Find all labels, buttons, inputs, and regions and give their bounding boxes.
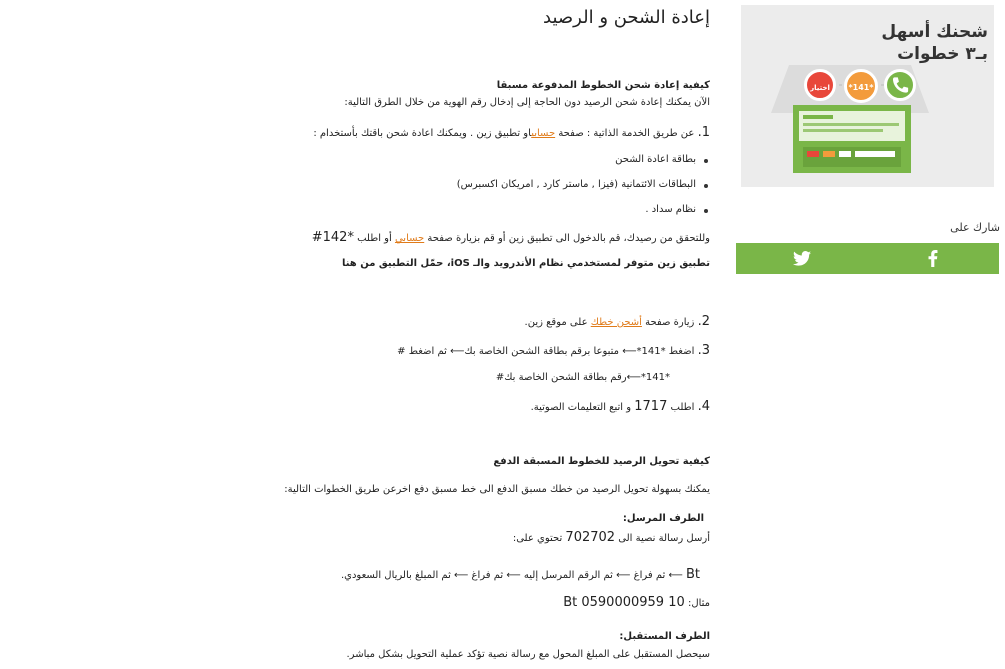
- promo-step-1: اختيار: [804, 69, 836, 101]
- method-4-text: اطلب: [667, 402, 695, 413]
- sender-label: الطرف المرسل:: [622, 513, 704, 524]
- example-value: Bt 0590000959 10: [563, 595, 685, 610]
- promo-title-line2: بـ٣ خطوات: [897, 44, 988, 64]
- page-title: إعادة الشحن و الرصيد: [543, 7, 710, 28]
- bullet-recharge-card: بطاقة اعادة الشحن: [615, 154, 696, 165]
- verify-text: وللتحقق من رصيدك، قم بالدخول الى تطبيق زين أو قم بزيارة صفحة: [424, 233, 710, 244]
- format-text: ⟵ ثم فراغ ⟵ ثم الرقم المرسل إليه ⟵ ثم فراغ ⟵ ثم المبلغ بالريال السعودي.: [340, 570, 686, 581]
- method-2-text-after: على موقع زين.: [524, 317, 591, 328]
- main-content: [240, 0, 710, 669]
- method-4: [531, 399, 710, 414]
- promo-title-line1: شحنك أسهل: [881, 22, 988, 42]
- recharge-heading: كيفية إعادة شحن الخطوط المدفوعة مسبقا: [496, 80, 710, 91]
- sender-text-before: أرسل رسالة نصية الى: [615, 533, 710, 544]
- transfer-heading: كيفية تحويل الرصيد للخطوط المسبقة الدفع: [493, 456, 710, 467]
- facebook-icon: [928, 250, 938, 267]
- method-2-text: زيارة صفحة: [641, 317, 695, 328]
- my-account-link-2[interactable]: حسابي: [394, 233, 425, 244]
- sender-number: 702702: [565, 530, 616, 545]
- transfer-example: [563, 595, 710, 610]
- phone-icon: [884, 69, 916, 101]
- example-label: مثال:: [684, 598, 710, 609]
- recharge-intro: الآن يمكنك إعادة شحن الرصيد دون الحاجة إلى إدخال رقم الهوية من خلال الطرق التالية:: [344, 97, 710, 108]
- format-code: Bt: [685, 567, 700, 582]
- verify-text-after: أو اطلب: [353, 233, 395, 244]
- method-2-number: 2.: [697, 314, 710, 329]
- my-account-link[interactable]: حسابي: [531, 128, 556, 139]
- twitter-icon: [793, 251, 811, 266]
- bullet-sadad: نظام سداد .: [645, 204, 696, 215]
- transfer-intro: يمكنك بسهولة تحويل الرصيد من خطك مسبق الدفع الى خط مسبق دفع اخرعن طريق الخطوات التالية:: [284, 484, 710, 495]
- method-1-text-after: او تطبيق زين . ويمكنك اعادة شحن باقتك بأستخدام :: [313, 128, 532, 139]
- method-4-code: 1717: [634, 399, 668, 414]
- method-3-example: *141*⟵رقم بطاقة الشحن الخاصة بك#: [495, 372, 670, 383]
- method-2: [525, 314, 710, 329]
- social-share-bar: [736, 243, 999, 274]
- facebook-share-button[interactable]: [868, 243, 1000, 274]
- recharge-line-link[interactable]: أشحن خطك: [590, 317, 642, 328]
- verify-code: *142#: [311, 230, 354, 245]
- receiver-label: الطرف المستقبل:: [619, 631, 710, 642]
- method-4-text-after: و اتبع التعليمات الصوتية.: [530, 402, 635, 413]
- promo-banner[interactable]: [741, 5, 994, 187]
- method-1-text: عن طريق الخدمة الذاتية : صفحة: [555, 128, 695, 139]
- app-download-link[interactable]: تطبيق زين متوفر لمستخدمي نظام الأندرويد والـ iOS، حمّل التطبيق من هنا: [341, 258, 710, 269]
- method-1-number: 1.: [697, 125, 710, 140]
- promo-step-2: *141*: [844, 69, 878, 103]
- method-3-number: 3.: [697, 343, 710, 358]
- method-4-number: 4.: [697, 399, 710, 414]
- sender-text-after: تحتوي على:: [512, 533, 566, 544]
- twitter-share-button[interactable]: [736, 243, 868, 274]
- verify-balance: [312, 230, 710, 245]
- method-3-text: اضغط *141*⟵ متبوعا برقم بطاقة الشحن الخاصة بك⟵ ثم اضغط #: [397, 346, 695, 357]
- sender-text: [513, 530, 710, 545]
- share-label: شارك على: [950, 221, 1000, 234]
- transfer-format: [341, 567, 700, 582]
- method-1: [313, 125, 710, 140]
- method-3: [397, 343, 710, 358]
- bullet-credit-cards: البطاقات الائتمانية (فيزا , ماستر كارد , امريكان اكسبرس): [456, 179, 696, 190]
- receiver-text: سيحصل المستقبل على المبلغ المحول مع رسالة نصية تؤكد عملية التحويل بشكل مباشر.: [346, 649, 710, 660]
- sidebar: [740, 0, 1000, 669]
